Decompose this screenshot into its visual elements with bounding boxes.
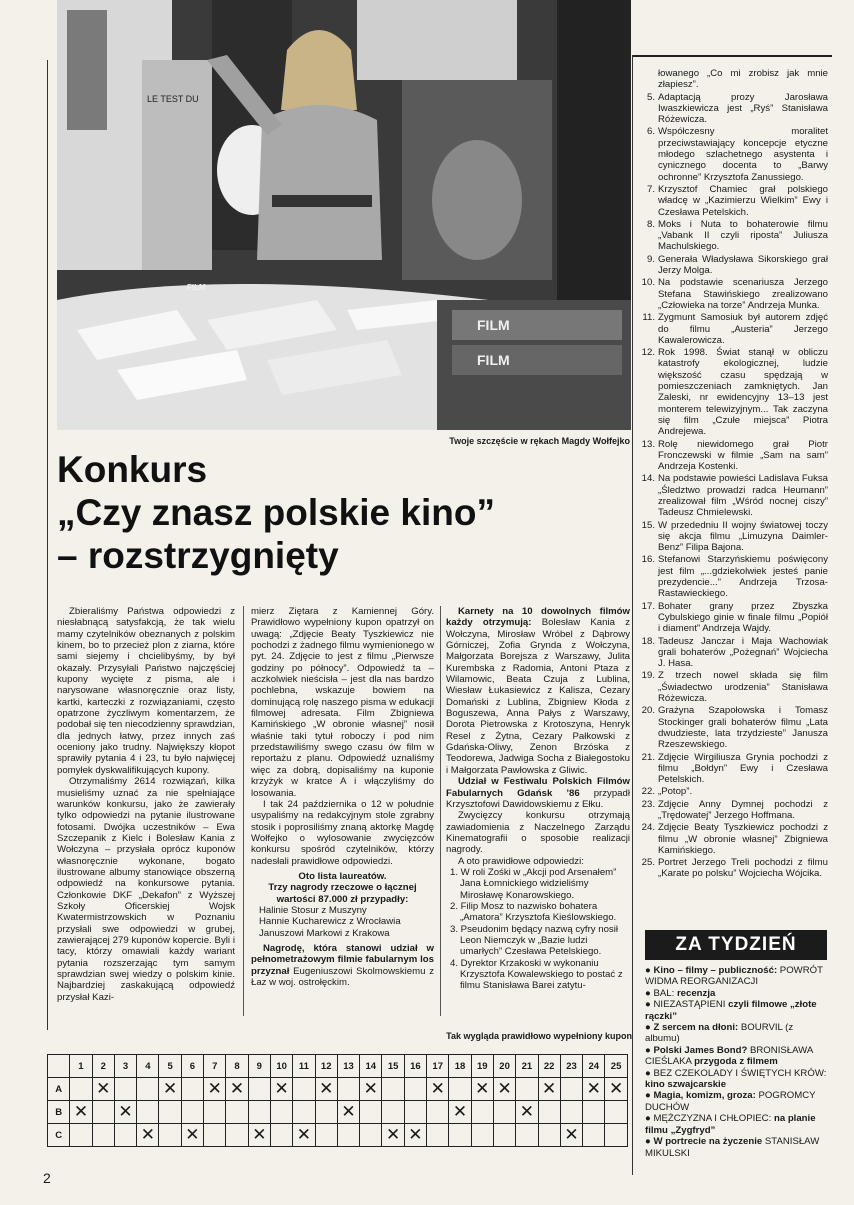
list-item [640, 601, 828, 635]
headline [57, 448, 627, 577]
coupon-cell[interactable] [114, 1078, 136, 1101]
item-number: 14. [641, 473, 655, 485]
left-margin-rule [47, 60, 48, 1030]
item-text: BOURVIL (z albumu) [645, 1022, 794, 1045]
coupon-cell[interactable] [471, 1101, 493, 1124]
photo-caption: Twoje szczęście w rękach Magdy Wołfejko [449, 436, 630, 446]
list-item: 3. Pseudonim będący nazwą cyfry nosił Leon Niemczyk w „Bazie ludzi umarłych” Czesława Petelskiego. [450, 923, 618, 958]
coupon-cell-marked[interactable]: ✕ [605, 1078, 627, 1101]
coupon-number-cell: 16 [404, 1055, 426, 1078]
list-item: 4. Dyrektor Krzakoski w wykonaniu Krzysztofa Kowalewskiego to postać z filmu Stanisława Barei zatytu- [450, 957, 623, 992]
item-number: 8. [646, 218, 655, 230]
list-item [645, 1045, 829, 1068]
coupon-cell[interactable] [337, 1078, 359, 1101]
coupon-cell[interactable] [538, 1124, 560, 1147]
list-item [640, 822, 828, 856]
coupon-cell-marked[interactable]: ✕ [449, 1101, 471, 1124]
coupon-cell-marked[interactable]: ✕ [360, 1078, 382, 1101]
item-bold: Polski James Bond? [653, 1044, 748, 1056]
headline-line-2: „Czy znasz polskie kino” [57, 492, 495, 533]
item-text: Tadeusz Janczar i Maja Wachowiak grali bohaterów „Pożegnań” Wojciecha J. Hasa. [658, 635, 828, 670]
item-number: 16. [641, 554, 655, 566]
coupon-caption: Tak wygląda prawidłowo wypełniony kupon [446, 1031, 632, 1041]
bullet-icon: ● [645, 987, 654, 999]
list-item [640, 799, 828, 822]
coupon-cell[interactable] [204, 1101, 226, 1124]
headline-line-3: – rozstrzygnięty [57, 535, 339, 576]
item-text: Rok 1998. Świat stanął w obliczu katastrofy ekologicznej, ludzie większość czasu spędzają w pomieszczeniach zamkniętych. Jan Zaleski, nr ewidencyjny 13–13 jest monterem telewizyjnym... Tak zaczyna się film „Czułe miejsca” Piotra Andrejewa. [658, 347, 828, 438]
right-column-top-rule [632, 55, 832, 57]
coupon-cell[interactable] [70, 1124, 92, 1147]
item-number: 12. [641, 347, 655, 359]
coupon-row [48, 1124, 628, 1147]
coupon-cell[interactable] [493, 1124, 515, 1147]
coupon-cell[interactable] [70, 1078, 92, 1101]
item-number: 23. [641, 798, 655, 810]
coupon-cell-marked[interactable]: ✕ [538, 1078, 560, 1101]
next-week-banner: ZA TYDZIEŃ [645, 930, 827, 960]
list-item: Halinie Stosur z Muszyny [259, 904, 367, 916]
item-number: 20. [641, 705, 655, 717]
prize-winners-list [251, 905, 434, 939]
article-column-2 [251, 606, 434, 988]
list-item [640, 520, 828, 554]
coupon-cell-marked[interactable]: ✕ [493, 1078, 515, 1101]
item-number: 18. [641, 635, 655, 647]
item-text: Krzysztof Chamiec grał polskiego władcę w „Kazimierzu Wielkim” Ewy i Czesława Petelskich. [658, 183, 828, 218]
coupon-cell[interactable] [449, 1124, 471, 1147]
coupon-number-cell: 5 [159, 1055, 181, 1078]
item-text: BAL: [653, 987, 677, 999]
list-item [640, 126, 828, 182]
coupon-grid [47, 1054, 628, 1147]
item-text: Moks i Nuta to bohaterowie filmu „Vabank II czyli riposta” Juliusza Machulskiego. [658, 218, 828, 253]
coupon-number-cell: 15 [382, 1055, 404, 1078]
award-bold: Nagrodę, która stanowi udział w pełnometrażowym filmie fabularnym los przyznał [251, 942, 434, 977]
list-item [640, 277, 828, 311]
coupon-cell[interactable] [583, 1124, 605, 1147]
award-paragraph [251, 943, 434, 988]
item-number: 9. [646, 253, 655, 265]
item-text: Adaptacją prozy Jarosława Iwaszkiewicza jest „Ryś” Stanisława Różewicza. [658, 91, 828, 126]
coupon-row [48, 1101, 628, 1124]
item-text: Na podstawie scenariusza Jerzego Stefana Stawińskiego zrealizowano „Człowieka na torze” Andrzeja Munka. [658, 277, 828, 311]
coupon-cell[interactable] [204, 1124, 226, 1147]
list-item [640, 219, 828, 253]
column-separator [440, 606, 441, 1016]
article-paragraph: mierz Ziętara z Kamiennej Góry. Prawidłowo wypełniony kupon opatrzył on uwagą: „Zdjęcie Beaty Tyszkiewicz nie pochodzi z żadnego filmu wymienionego w pyt. 24. Zdjęcie to jest z filmu „Pierwsze godziny po północy”. Odpowiedź ta – aczkolwiek nieścisła – jest dla nas bardzo pochlebna, wskazuje bowiem na dominującą rolę naszego pisma w edukacji filmowej adresata. Film Zbigniewa Kamińskiego „W obronie własnej” nosił właśnie taki tytuł roboczy i pod nim przedstawiliśmy swego czasu ów film w reportażu z planu. Odpowiedź uznaliśmy więc za dobrą, dopisaliśmy na kuponie krzyżyk w kratce A i włączyliśmy do losowania. [251, 606, 434, 799]
coupon-cell[interactable] [181, 1101, 203, 1124]
coupon-cell[interactable] [315, 1124, 337, 1147]
coupon-cell[interactable] [293, 1101, 315, 1124]
item-text: „Potop”. [658, 786, 693, 798]
coupon-cell[interactable] [270, 1124, 292, 1147]
coupon-cell[interactable] [583, 1101, 605, 1124]
answers-intro: A oto prawidłowe odpowiedzi: [458, 855, 584, 867]
poster-text-lettest: LE TEST DU [147, 94, 199, 104]
item-number: 17. [641, 600, 655, 612]
coupon-cell[interactable] [493, 1101, 515, 1124]
coupon-number-cell: 1 [70, 1055, 92, 1078]
list-item [640, 670, 828, 704]
coupon-cell-marked[interactable]: ✕ [315, 1078, 337, 1101]
item-text: POWRÓT WIDMA REORGANIZACJI [645, 965, 823, 988]
coupon-cell[interactable] [92, 1101, 114, 1124]
item-text: Stefanowi Starzyńskiemu poświęcony jest film „...gdziekolwiek jesteś panie prezydencie...” Andrzeja Trzosa-Rastawieckiego. [658, 554, 828, 600]
answers-list [446, 867, 630, 992]
coupon-cell-marked[interactable]: ✕ [471, 1078, 493, 1101]
list-item [645, 1068, 829, 1091]
item-text: Z trzech nowel składa się film „Świadectwo urodzenia” Stanisława Różewicza. [658, 670, 828, 705]
coupon-cell-marked[interactable]: ✕ [404, 1124, 426, 1147]
coupon-cell-marked[interactable]: ✕ [248, 1124, 270, 1147]
coupon-number-cell: 24 [583, 1055, 605, 1078]
item-bold: na planie filmu „Zygfryd” [645, 1113, 816, 1136]
prizes-title: Trzy nagrody rzeczowe o łącznej wartości 87.000 zł przypadły: [268, 882, 417, 905]
item-number: 10. [641, 277, 655, 289]
list-item: 1. W roli Zośki w „Akcji pod Arsenałem” Jana Łomnickiego widzieliśmy Mirosławę Konarowskiego. [450, 866, 617, 901]
coupon-cell[interactable] [360, 1124, 382, 1147]
bullet-icon: ● [645, 1044, 654, 1056]
item-bold: recenzja [676, 987, 716, 999]
list-item [640, 473, 828, 518]
item-bold: czyli filmowe „złote rączki” [645, 999, 817, 1022]
coupon-cell[interactable] [181, 1078, 203, 1101]
coupon-number-cell: 9 [248, 1055, 270, 1078]
poster-text-film-3: FILM [187, 283, 206, 292]
item-bold: W portrecie na życzenie [653, 1136, 763, 1148]
article-paragraph: Zwycięzcy konkursu otrzymają zawiadomienia z Naczelnego Zarządu Kinematografii o sposobie realizacji nagrody. [446, 810, 630, 856]
right-column-divider [632, 55, 633, 1175]
coupon-number-cell: 23 [560, 1055, 582, 1078]
coupon-cell-marked[interactable]: ✕ [114, 1101, 136, 1124]
coupon-number-cell: 21 [516, 1055, 538, 1078]
list-item: Hannie Kucharewicz z Wrocławia [259, 916, 401, 928]
item-number: 13. [641, 438, 655, 450]
coupon-cell-marked[interactable]: ✕ [270, 1078, 292, 1101]
coupon-row [48, 1078, 628, 1101]
article-column-3 [446, 606, 630, 992]
coupon-cell[interactable] [471, 1124, 493, 1147]
coupon-number-cell: 17 [427, 1055, 449, 1078]
item-text: Portret Jerzego Treli pochodzi z filmu „Karate po polsku” Wojciecha Wójcika. [658, 857, 828, 880]
bullet-icon: ● [645, 999, 654, 1011]
coupon-corner-cell [48, 1055, 70, 1078]
tickets-paragraph [446, 606, 630, 776]
coupon-cell[interactable] [337, 1124, 359, 1147]
coupon-number-cell: 3 [114, 1055, 136, 1078]
headline-line-1: Konkurs [57, 449, 208, 490]
coupon-cell[interactable] [538, 1101, 560, 1124]
list-item [640, 705, 828, 750]
coupon-cell[interactable] [382, 1101, 404, 1124]
item-number: 21. [641, 751, 655, 763]
coupon-number-cell: 2 [92, 1055, 114, 1078]
bullet-icon: ● [645, 1113, 654, 1125]
bullet-icon: ● [645, 1067, 654, 1079]
page-number: 2 [43, 1170, 51, 1186]
coupon-number-cell: 6 [181, 1055, 203, 1078]
item-number: 11. [642, 312, 655, 324]
article-paragraph: Zbieraliśmy Państwa odpowiedzi z niesłabnącą satysfakcją, że tak wielu mamy czytelników obeznanych z polskim kinem, bo to przecież plon z ziarna, które sami siejemy i chcielibyśmy, by był okazały. Przysyłali Państwo najczęściej kupony wycięte z pisma, ale i narysowane własnoręcznie oraz listy, kartki, karteczki z rozwiązaniami, często opatrzone życzliwym komentarzem, że podobał się ten niecodzienny sprawdzian, dla jednych łatwy, przez innych zaś oceniony jako trudny. Największy kłopot sprawiły pytania 4 i 23, tu było najwięcej pomyłek dyskwalifikujących kupony. [57, 606, 235, 776]
coupon-cell[interactable] [560, 1101, 582, 1124]
coupon-cell[interactable] [248, 1101, 270, 1124]
item-bold: Magia, komizm, groza: [653, 1090, 756, 1102]
list-item [640, 347, 828, 437]
coupon-cell[interactable] [137, 1078, 159, 1101]
coupon-cell-marked[interactable]: ✕ [159, 1078, 181, 1101]
coupon-cell[interactable] [427, 1124, 449, 1147]
photo-magda-wolfejko [57, 0, 631, 430]
item-number: 5. [646, 91, 655, 103]
item-number: 15. [641, 519, 655, 531]
list-item [640, 554, 828, 599]
list-item [645, 1136, 829, 1159]
item-text: STANISŁAW MIKULSKI [645, 1136, 820, 1159]
coupon-number-cell: 25 [605, 1055, 627, 1078]
coupon-cell[interactable] [315, 1101, 337, 1124]
coupon-cell[interactable] [427, 1101, 449, 1124]
item-text: Zdjęcie Beaty Tyszkiewicz pochodzi z filmu „W obronie własnej” Zbigniewa Kamińskiego. [658, 822, 828, 856]
coupon-number-cell: 10 [270, 1055, 292, 1078]
list-item [640, 254, 828, 277]
item-bold: Kino – filmy – publiczność: [653, 965, 778, 976]
coupon-row-label: B [48, 1101, 70, 1124]
bullet-icon: ● [645, 1136, 654, 1148]
coupon-row-label: A [48, 1078, 70, 1101]
item-text: Na podstawie powieści Ladislava Fuksa „Śledztwo prowadzi radca Heumann” zrealizował film „Wśród nocnej ciszy” Tadeusz Chmielewski. [658, 473, 828, 519]
item-text: Zygmunt Samosiuk był autorem zdjęć do filmu „Austeria” Jerzego Kawalerowicza. [658, 312, 828, 346]
list-item [645, 988, 829, 999]
list-item [645, 965, 829, 988]
bullet-icon: ● [645, 965, 654, 976]
coupon-cell[interactable] [137, 1101, 159, 1124]
coupon-cell[interactable] [382, 1078, 404, 1101]
bullet-icon: ● [645, 1090, 654, 1102]
list-item [645, 1090, 829, 1113]
answers-list-continued [640, 92, 828, 880]
coupon-number-cell: 12 [315, 1055, 337, 1078]
item-number: 25. [641, 857, 655, 869]
coupon-cell[interactable] [516, 1078, 538, 1101]
item-number: 19. [641, 670, 655, 682]
coupon-cell[interactable] [92, 1124, 114, 1147]
list-item [645, 999, 829, 1022]
coupon-cell[interactable] [248, 1078, 270, 1101]
item-bold: Z sercem na dłoni: [653, 1022, 739, 1034]
coupon-cell-marked[interactable]: ✕ [382, 1124, 404, 1147]
coupon-cell[interactable] [404, 1078, 426, 1101]
coupon-cell[interactable] [516, 1124, 538, 1147]
column-separator [243, 606, 244, 1016]
coupon-cell-marked[interactable]: ✕ [92, 1078, 114, 1101]
coupon-number-cell: 4 [137, 1055, 159, 1078]
award-rest: Eugeniuszowi Skolmowskiemu z Łaz w woj. ostrołęckim. [251, 965, 434, 988]
coupon-cell-marked[interactable]: ✕ [204, 1078, 226, 1101]
list-item [640, 636, 828, 670]
list-item: 2. Filip Mosz to nazwisko bohatera „Amatora” Krzysztofa Kieślowskiego. [450, 900, 617, 924]
coupon-cell[interactable] [159, 1124, 181, 1147]
tickets-rest: Bolesław Kania z Wołczyna, Mirosław Wróbel z Dąbrowy Górniczej, Zofia Grynda z Wołczyna, Małgorzata Borejsza z Warszawy, Julita Kurembska z Radomia, Antoni Ptaza z Wilamowic, Beata Czuja z Lublina, Wiesław Łukasiewicz z Kalisza, Cezary Domański z Lublina, Zbigniew Kłoda z Boguszewa, Anna Pałys z Warszawy, Dorota Pietrowska z Krotoszyna, Henryk Resel z Żytna, Cezary Pałkowski z Gdańska-Oliwy, Zenon Brzóska z Teodorewa, Jadwiga Socha z Białegostoku i Małgorzata Pawłowska z Gliwic. [446, 617, 630, 776]
item-text: W przededniu II wojny światowej toczy się akcja filmu „Limuzyna Daimler-Benz” Filipa Bajona. [658, 519, 828, 554]
article-column-1 [57, 606, 235, 1003]
coupon-cell[interactable] [605, 1101, 627, 1124]
article-paragraph: I tak 24 października o 12 w południe usypaliśmy na redakcyjnym stole zgrabny stosik i poprosiliśmy znaną aktorkę Magdę Wołfejko o wylosowanie zwycięzców konkursu spośród czytelników, którzy nadesłali prawidłowe odpowiedzi. [251, 798, 434, 867]
tickets-bold: Karnety na 10 dowolnych filmów każdy otrzymują: [446, 606, 630, 629]
coupon-cell-marked[interactable]: ✕ [427, 1078, 449, 1101]
list-item [645, 1113, 829, 1136]
list-item: Januszowi Markowi z Krakowa [259, 927, 390, 939]
coupon-number-cell: 13 [337, 1055, 359, 1078]
item-number: 24. [641, 822, 655, 834]
coupon-cell[interactable] [605, 1124, 627, 1147]
right-column-intro: łowanego „Co mi zrobisz jak mnie złapiesz”. [658, 68, 828, 91]
item-number: 6. [646, 126, 655, 138]
next-week-list [645, 965, 829, 1159]
coupon-number-cell: 8 [226, 1055, 248, 1078]
item-text: POGROMCY DUCHÓW [645, 1090, 816, 1113]
poster-text-film-2: FILM [477, 352, 510, 368]
list-item [640, 92, 828, 126]
coupon-cell[interactable] [449, 1078, 471, 1101]
coupon-cell-marked[interactable]: ✕ [137, 1124, 159, 1147]
item-bold: przygoda z filmem [694, 1056, 778, 1068]
coupon-cell-marked[interactable]: ✕ [337, 1101, 359, 1124]
list-item [645, 1022, 829, 1045]
item-text: BRONISŁAWA CIEŚLAKA [645, 1044, 813, 1068]
coupon-cell-marked[interactable]: ✕ [181, 1124, 203, 1147]
item-number: 7. [646, 183, 655, 195]
coupon-row-label: C [48, 1124, 70, 1147]
item-text: Bohater grany przez Zbyszka Cybulskiego ginie w finale filmu „Popiół i diament” Andrzeja Wajdy. [658, 600, 828, 635]
coupon-cell-marked[interactable]: ✕ [516, 1101, 538, 1124]
coupon-cell[interactable] [404, 1101, 426, 1124]
item-text: BEZ CZEKOLADY I ŚWIĘTYCH KRÓW: [653, 1067, 827, 1079]
coupon-cell-marked[interactable]: ✕ [583, 1078, 605, 1101]
coupon-number-cell: 20 [493, 1055, 515, 1078]
photo-illustration [57, 0, 631, 430]
coupon-cell-marked[interactable]: ✕ [293, 1124, 315, 1147]
right-column-answers [640, 68, 828, 881]
item-text: Grażyna Szapołowska i Tomasz Stockinger grali bohaterów filmu „Lata dwudzieste, lata trzydzieste” Janusza Rzeszewskiego. [658, 705, 828, 751]
laureates-title: Oto lista laureatów. [298, 870, 387, 882]
coupon-cell-marked[interactable]: ✕ [226, 1078, 248, 1101]
coupon-cell[interactable] [270, 1101, 292, 1124]
list-item [640, 184, 828, 218]
coupon-cell-marked[interactable]: ✕ [70, 1101, 92, 1124]
item-bold: kino szwajcarskie [645, 1079, 727, 1091]
item-text: Zdjęcie Anny Dymnej pochodzi z „Trędowatej” Jerzego Hoffmana. [658, 798, 828, 821]
festival-rest: przypadł Krzysztofowi Dawidowskiemu z Ełku. [446, 787, 630, 810]
coupon-cell[interactable] [114, 1124, 136, 1147]
list-item [640, 752, 828, 786]
coupon-cell[interactable] [226, 1101, 248, 1124]
poster-text-film-1: FILM [477, 317, 510, 333]
item-text: MĘŻCZYZNA I CHŁOPIEC: [653, 1113, 774, 1125]
festival-paragraph [446, 776, 630, 810]
coupon-cell[interactable] [560, 1078, 582, 1101]
item-text: Generała Władysława Sikorskiego grał Jerzy Molga. [658, 253, 828, 277]
list-item [640, 857, 828, 880]
list-item [640, 439, 828, 473]
coupon-cell[interactable] [360, 1101, 382, 1124]
item-text: Zdjęcie Wirgiliusza Grynia pochodzi z filmu „Bołdyn” Ewy i Czesława Petelskich. [658, 751, 828, 786]
coupon-cell[interactable] [226, 1124, 248, 1147]
coupon-number-cell: 22 [538, 1055, 560, 1078]
coupon-cell[interactable] [159, 1101, 181, 1124]
item-text: NIEZASTĄPIENI [653, 999, 729, 1011]
item-number: 22. [641, 786, 655, 798]
coupon-header-row [48, 1055, 628, 1078]
item-text: Rolę niewidomego grał Piotr Fronczewski w filmie „Sam na sam” Andrzeja Kostenki. [658, 438, 828, 473]
article-paragraph: Otrzymaliśmy 2614 rozwiązań, kilka musieliśmy uznać za nie spełniające warunków konkursu, jako że zawierały tylko odpowiedzi na pytanie ilustrowane fotosami. Dwójka uczestników – Ewa Szczepanik z Kielc i Bolesław Kania z Wołczyna – przysłała oprócz kuponów własnoręcznie wykonane, bogato ilustrowane albumy stanowiące obszerną odpowiedź na konkursowe pytania. Członkowie DKF „Dekafon” z Wyższej Szkoły Oficerskiej Wojsk Kwatermistrzowskich w Poznaniu przysłali swe odpowiedzi w grubej, zawierającej 279 kuponów kopercie. Byli i tacy, którzy omawiali każdy wariant pytania rozszerzając tym samym sprawdzian swej wiedzy o polskim kinie. Najbardziej zaskakującą odpowiedź przysłał Kazi- [57, 776, 235, 1003]
list-item [640, 786, 828, 797]
coupon-number-cell: 7 [204, 1055, 226, 1078]
bullet-icon: ● [645, 1022, 654, 1034]
list-item [640, 312, 828, 346]
coupon-number-cell: 19 [471, 1055, 493, 1078]
coupon-number-cell: 18 [449, 1055, 471, 1078]
coupon-cell-marked[interactable]: ✕ [560, 1124, 582, 1147]
item-text: Współczesny moralitet przeciwstawiający koncepcje etyczne młodego szlachetnego asystenta i cynicznego docenta to „Barwy ochronne” Krzysztofa Zanussiego. [658, 126, 828, 183]
coupon-number-cell: 14 [360, 1055, 382, 1078]
festival-bold: Udział w Festiwalu Polskich Filmów Fabularnych Gdańsk ’86 [446, 776, 630, 799]
coupon-number-cell: 11 [293, 1055, 315, 1078]
coupon-cell[interactable] [293, 1078, 315, 1101]
